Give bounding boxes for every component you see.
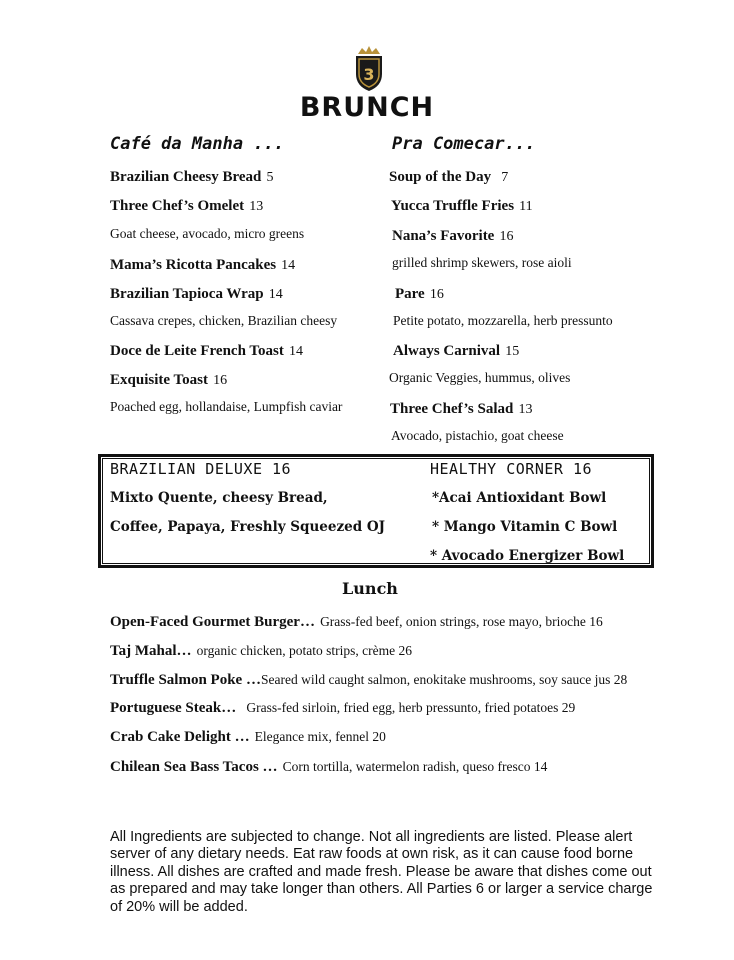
list-item xyxy=(391,195,533,215)
healthy-line: * Avocado Energizer Bowl xyxy=(430,548,625,564)
item-name: Mama’s Ricotta Pancakes xyxy=(110,257,277,273)
item-name: Three Chef’s Omelet xyxy=(110,198,245,214)
lunch-item-name: Taj Mahal… xyxy=(110,643,192,659)
disclaimer-line: All Ingredients are subjected to change. Not all ingredients are listed. Please alert xyxy=(110,829,633,845)
item-description: Cassava crepes, chicken, Brazilian cheesy xyxy=(110,313,338,328)
item-price: 14 xyxy=(281,258,296,273)
item-price: 14 xyxy=(288,344,303,359)
list-item xyxy=(389,166,508,186)
lunch-item-name: Crab Cake Delight … xyxy=(110,729,250,745)
item-price: 16 xyxy=(213,373,228,388)
list-item xyxy=(110,166,273,186)
lunch-item-desc: Seared wild caught salmon, enokitake mushrooms, soy sauce jus 28 xyxy=(260,672,628,687)
lunch-item xyxy=(110,756,547,776)
item-name: Doce de Leite French Toast xyxy=(110,343,284,359)
disclaimer-line: server of any dietary needs. Eat raw foods at own risk, as it can cause food borne xyxy=(110,846,634,863)
item-name: Brazilian Tapioca Wrap xyxy=(110,286,264,302)
item-description: Goat cheese, avocado, micro greens xyxy=(110,226,305,241)
item-price: 7 xyxy=(501,170,509,185)
lunch-item xyxy=(110,697,575,717)
page-title: BRUNCH xyxy=(299,92,435,123)
lunch-heading: Lunch xyxy=(342,579,398,598)
item-description: Avocado, pistachio, goat cheese xyxy=(391,428,564,443)
item-price: 13 xyxy=(249,199,264,214)
lunch-item-desc: Corn tortilla, watermelon radish, queso fresco 14 xyxy=(282,759,548,774)
deluxe-line: Coffee, Papaya, Freshly Squeezed OJ xyxy=(110,519,385,535)
lunch-item xyxy=(110,669,627,689)
list-item xyxy=(395,283,444,303)
item-price: 16 xyxy=(429,287,444,302)
item-name: Always Carnival xyxy=(393,343,501,359)
healthy-line: * Mango Vitamin C Bowl xyxy=(432,519,618,535)
item-name: Brazilian Cheesy Bread xyxy=(110,169,262,185)
list-item xyxy=(110,195,263,215)
deluxe-line: Mixto Quente, cheesy Bread, xyxy=(110,490,328,506)
item-price: 5 xyxy=(266,170,274,185)
lunch-item-desc: Elegance mix, fennel 20 xyxy=(254,729,386,744)
list-item xyxy=(392,225,513,245)
list-item xyxy=(110,340,303,360)
disclaimer-line: of 20% will be added. xyxy=(110,898,248,915)
item-price: 15 xyxy=(505,344,520,359)
disclaimer-text xyxy=(110,829,653,916)
starters-heading: Pra Comecar... xyxy=(392,134,536,154)
lunch-item xyxy=(110,726,386,746)
lunch-item-name: Chilean Sea Bass Tacos … xyxy=(110,759,278,775)
item-name: Nana’s Favorite xyxy=(392,228,495,244)
item-name: Soup of the Day xyxy=(389,169,492,185)
item-description: Poached egg, hollandaise, Lumpfish caviar xyxy=(110,399,343,414)
item-price: 14 xyxy=(268,287,283,302)
brazilian-deluxe-heading: BRAZILIAN DELUXE 16 xyxy=(110,460,292,478)
lunch-item-name: Portuguese Steak… xyxy=(110,700,237,716)
item-price: 13 xyxy=(518,402,533,417)
lunch-item-name: Open-Faced Gourmet Burger… xyxy=(110,614,315,630)
item-name: Exquisite Toast xyxy=(110,372,208,388)
lunch-item-desc: Grass-fed beef, onion strings, rose mayo, brioche 16 xyxy=(320,614,603,629)
lunch-item xyxy=(110,640,412,660)
item-name: Yucca Truffle Fries xyxy=(391,198,515,214)
item-description: grilled shrimp skewers, rose aioli xyxy=(392,255,572,270)
three-chefs-crest-icon xyxy=(352,44,386,92)
lunch-item-desc: organic chicken, potato strips, crème 26 xyxy=(196,643,412,658)
lunch-item xyxy=(110,611,603,631)
item-price: 11 xyxy=(519,199,533,214)
list-item xyxy=(110,254,295,274)
list-item xyxy=(110,369,227,389)
healthy-corner-heading: HEALTHY CORNER 16 xyxy=(430,460,593,478)
disclaimer-line: illness. All dishes are crafted and made fresh. Please be aware that dishes come out xyxy=(110,863,652,880)
item-description: Organic Veggies, hummus, olives xyxy=(389,370,571,385)
svg-text:3: 3 xyxy=(363,65,375,84)
disclaimer-line: as prepared and may take longer than others. All Parties 6 or larger a service charge xyxy=(110,881,653,898)
item-price: 16 xyxy=(499,229,514,244)
list-item xyxy=(390,398,532,418)
healthy-line: *Acai Antioxidant Bowl xyxy=(432,490,607,506)
item-description: Petite potato, mozzarella, herb pressunto xyxy=(393,313,613,328)
lunch-item-desc: Grass-fed sirloin, fried egg, herb pressunto, fried potatoes 29 xyxy=(246,700,576,715)
item-name: Pare xyxy=(395,286,425,302)
lunch-item-name: Truffle Salmon Poke … xyxy=(110,672,261,688)
list-item xyxy=(110,283,283,303)
item-name: Three Chef’s Salad xyxy=(390,401,514,417)
breakfast-heading: Café da Manha ... xyxy=(110,134,284,154)
list-item xyxy=(393,340,519,360)
